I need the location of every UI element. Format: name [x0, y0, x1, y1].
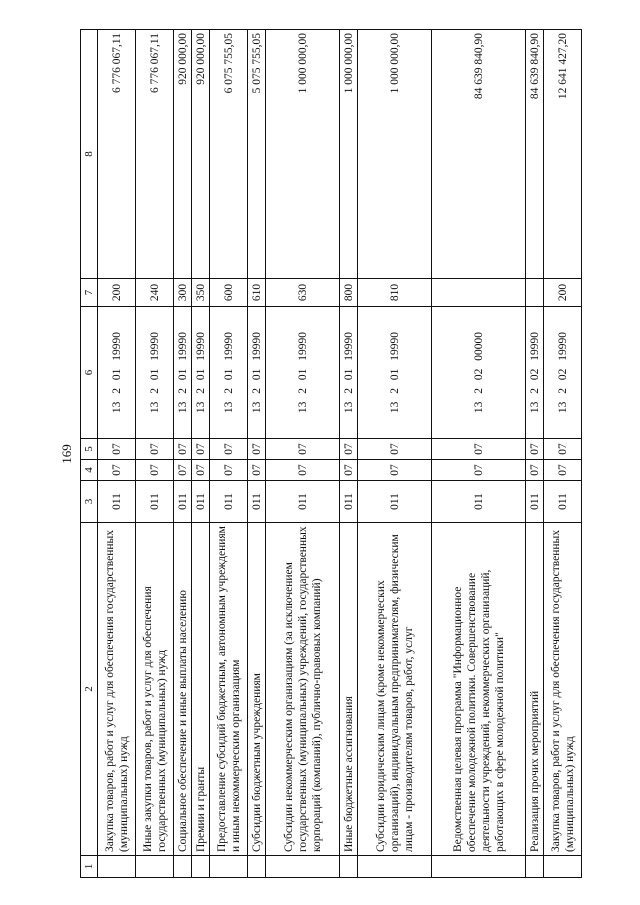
subsection-code: 07: [432, 439, 526, 460]
subsection-code: 07: [358, 439, 432, 460]
subsection-code: 07: [526, 439, 544, 460]
amount: 6 075 755,05: [210, 30, 248, 279]
table-row: [248, 30, 266, 878]
row-number-cell: [192, 856, 210, 878]
expense-type-code: 630: [266, 279, 340, 307]
table-header-row: [81, 30, 98, 878]
column-header: 7: [81, 279, 98, 307]
subsection-code: 07: [136, 439, 174, 460]
expense-type-code: [432, 279, 526, 307]
row-name: Реализация прочих мероприятий: [526, 523, 544, 856]
row-number-cell: [136, 856, 174, 878]
table-row: [266, 30, 340, 878]
section-code: 07: [266, 460, 340, 481]
amount: 6 776 067,11: [98, 30, 136, 279]
row-number-cell: [98, 856, 136, 878]
row-number-cell: [174, 856, 192, 878]
grbs-code: 011: [526, 481, 544, 523]
grbs-code: 011: [266, 481, 340, 523]
grbs-code: 011: [174, 481, 192, 523]
section-code: 07: [174, 460, 192, 481]
grbs-code: 011: [192, 481, 210, 523]
column-header: 3: [81, 481, 98, 523]
grbs-code: 011: [544, 481, 582, 523]
column-header: 8: [81, 30, 98, 279]
target-article-code: 13 2 01 19990: [340, 307, 358, 439]
row-number-cell: [526, 856, 544, 878]
row-number-cell: [340, 856, 358, 878]
budget-table: [80, 29, 582, 878]
row-number-cell: [432, 856, 526, 878]
section-code: 07: [432, 460, 526, 481]
column-header: 2: [81, 523, 98, 856]
subsection-code: 07: [210, 439, 248, 460]
section-code: 07: [526, 460, 544, 481]
subsection-code: 07: [248, 439, 266, 460]
expense-type-code: 810: [358, 279, 432, 307]
row-number-cell: [210, 856, 248, 878]
section-code: 07: [136, 460, 174, 481]
row-name: Иные закупки товаров, работ и услуг для обеспечения государственных (муниципальных) нужд: [136, 523, 174, 856]
subsection-code: 07: [544, 439, 582, 460]
column-header: 1: [81, 856, 98, 878]
expense-type-code: 800: [340, 279, 358, 307]
subsection-code: 07: [340, 439, 358, 460]
row-number-cell: [358, 856, 432, 878]
rotated-page-content: [58, 30, 591, 878]
row-name: Субсидии некоммерческим организациям (за исключением государственных (муниципальных) учреждений, государственных корпораций (компаний), публично-правовых компаний): [266, 523, 340, 856]
row-name: Социальное обеспечение и иные выплаты населению: [174, 523, 192, 856]
grbs-code: 011: [98, 481, 136, 523]
table-row: [192, 30, 210, 878]
table-row: [432, 30, 526, 878]
row-name: Ведомственная целевая программа "Информационное обеспечение молодежной политики. Совершенствование деятельности учреждений, некоммерческих организаций, работающих в сфере молодежной политики": [432, 523, 526, 856]
table-row: [174, 30, 192, 878]
target-article-code: 13 2 02 19990: [526, 307, 544, 439]
grbs-code: 011: [340, 481, 358, 523]
expense-type-code: 200: [544, 279, 582, 307]
subsection-code: 07: [266, 439, 340, 460]
row-name: Иные бюджетные ассигнования: [340, 523, 358, 856]
target-article-code: 13 2 02 00000: [432, 307, 526, 439]
subsection-code: 07: [98, 439, 136, 460]
column-header: 6: [81, 307, 98, 439]
amount: 84 639 840,90: [526, 30, 544, 279]
amount: 1 000 000,00: [358, 30, 432, 279]
row-name: Предоставление субсидий бюджетным, автономным учреждениям и иным некоммерческим организациям: [210, 523, 248, 856]
table-row: [544, 30, 582, 878]
page-number: 169: [59, 444, 74, 464]
subsection-code: 07: [192, 439, 210, 460]
expense-type-code: 350: [192, 279, 210, 307]
column-header: 4: [81, 460, 98, 481]
amount: 920 000,00: [192, 30, 210, 279]
section-code: 07: [98, 460, 136, 481]
row-number-cell: [266, 856, 340, 878]
target-article-code: 13 2 01 19990: [98, 307, 136, 439]
section-code: 07: [192, 460, 210, 481]
amount: 6 776 067,11: [136, 30, 174, 279]
grbs-code: 011: [248, 481, 266, 523]
grbs-code: 011: [210, 481, 248, 523]
expense-type-code: 600: [210, 279, 248, 307]
grbs-code: 011: [358, 481, 432, 523]
section-code: 07: [210, 460, 248, 481]
expense-type-code: 300: [174, 279, 192, 307]
target-article-code: 13 2 01 19990: [358, 307, 432, 439]
row-name: Закупка товаров, работ и услуг для обеспечения государственных (муниципальных) нужд: [98, 523, 136, 856]
expense-type-code: [526, 279, 544, 307]
amount: 84 639 840,90: [432, 30, 526, 279]
target-article-code: 13 2 01 19990: [192, 307, 210, 439]
target-article-code: 13 2 01 19990: [136, 307, 174, 439]
section-code: 07: [248, 460, 266, 481]
section-code: 07: [340, 460, 358, 481]
table-row: [136, 30, 174, 878]
target-article-code: 13 2 01 19990: [210, 307, 248, 439]
amount: 12 641 427,20: [544, 30, 582, 279]
table-row: [358, 30, 432, 878]
column-header: 5: [81, 439, 98, 460]
expense-type-code: 240: [136, 279, 174, 307]
amount: 920 000,00: [174, 30, 192, 279]
section-code: 07: [544, 460, 582, 481]
expense-type-code: 200: [98, 279, 136, 307]
row-name: Субсидии бюджетным учреждениям: [248, 523, 266, 856]
target-article-code: 13 2 01 19990: [266, 307, 340, 439]
section-code: 07: [358, 460, 432, 481]
row-number-cell: [544, 856, 582, 878]
table-row: [210, 30, 248, 878]
target-article-code: 13 2 01 19990: [248, 307, 266, 439]
grbs-code: 011: [136, 481, 174, 523]
subsection-code: 07: [174, 439, 192, 460]
amount: 1 000 000,00: [340, 30, 358, 279]
row-name: Субсидии юридическим лицам (кроме некоммерческих организаций), индивидуальным предпринимателям, физическим лицам - производителям товаров, работ, услуг: [358, 523, 432, 856]
row-name: Премии и гранты: [192, 523, 210, 856]
expense-type-code: 610: [248, 279, 266, 307]
table-row: [340, 30, 358, 878]
target-article-code: 13 2 01 19990: [174, 307, 192, 439]
row-number-cell: [248, 856, 266, 878]
row-name: Закупка товаров, работ и услуг для обеспечения государственных (муниципальных) нужд: [544, 523, 582, 856]
table-row: [526, 30, 544, 878]
target-article-code: 13 2 02 19990: [544, 307, 582, 439]
amount: 1 000 000,00: [266, 30, 340, 279]
amount: 5 075 755,05: [248, 30, 266, 279]
grbs-code: 011: [432, 481, 526, 523]
table-row: [98, 30, 136, 878]
